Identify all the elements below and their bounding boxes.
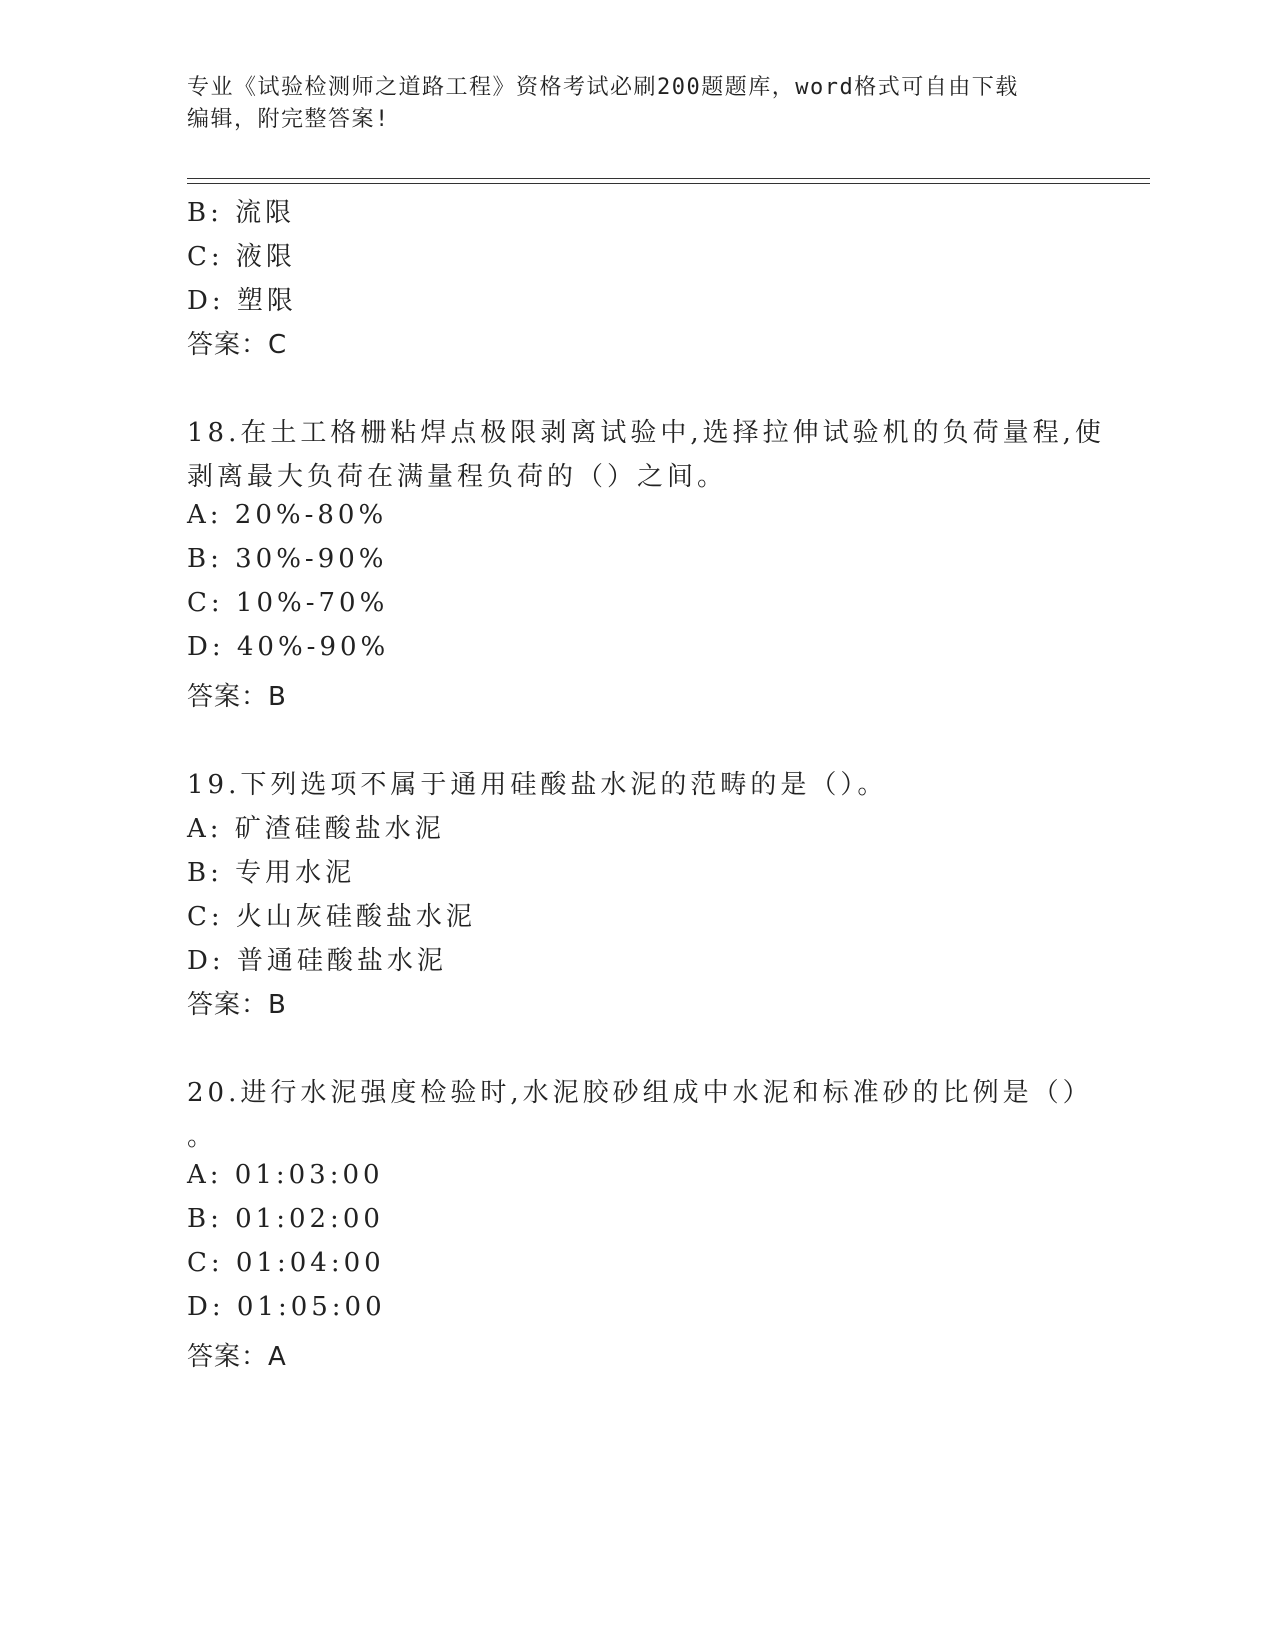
question-18-stem-line1: 18.在土工格栅粘焊点极限剥离试验中,选择拉伸试验机的负荷量程,使: [187, 418, 1105, 448]
question-20-answer: 答案：A: [187, 1342, 287, 1372]
answer: 答案：C: [187, 330, 288, 360]
question-18-stem-line2: 剥离最大负荷在满量程负荷的（）之间。: [187, 462, 728, 492]
option-d: D: 塑限: [187, 286, 297, 316]
question-18-option-a: A: 20%-80%: [187, 500, 388, 530]
question-19-option-a: A: 矿渣硅酸盐水泥: [187, 814, 445, 844]
question-18-option-d: D: 40%-90%: [187, 632, 390, 662]
question-19-option-d: D: 普通硅酸盐水泥: [187, 946, 447, 976]
header-divider-secondary: [187, 183, 1150, 184]
question-19-answer: 答案：B: [187, 990, 287, 1020]
question-19-option-c: C: 火山灰硅酸盐水泥: [187, 902, 476, 932]
question-19-option-b: B: 专用水泥: [187, 858, 356, 888]
document-header: [187, 72, 1087, 136]
question-20-stem-line1: 20.进行水泥强度检验时,水泥胶砂组成中水泥和标准砂的比例是（）: [187, 1078, 1093, 1108]
question-18-option-c: C: 10%-70%: [187, 588, 389, 618]
question-20-option-b: B: 01:02:00: [187, 1204, 384, 1234]
option-c: C: 液限: [187, 242, 296, 272]
question-20-option-d: D: 01:05:00: [187, 1292, 386, 1322]
question-20-option-c: C: 01:04:00: [187, 1248, 385, 1278]
question-19-stem: 19.下列选项不属于通用硅酸盐水泥的范畴的是（）。: [187, 770, 888, 800]
question-18-option-b: B: 30%-90%: [187, 544, 388, 574]
header-divider: [187, 178, 1150, 179]
header-title-line1: 专业《试验检测师之道路工程》资格考试必刷200题题库，word格式可自由下载: [187, 75, 1019, 100]
question-18-answer: 答案：B: [187, 682, 287, 712]
question-20-stem-line2: 。: [187, 1122, 218, 1152]
option-b: B: 流限: [187, 198, 296, 228]
header-title-line2: 编辑，附完整答案!: [187, 107, 390, 132]
question-20-option-a: A: 01:03:00: [187, 1160, 384, 1190]
